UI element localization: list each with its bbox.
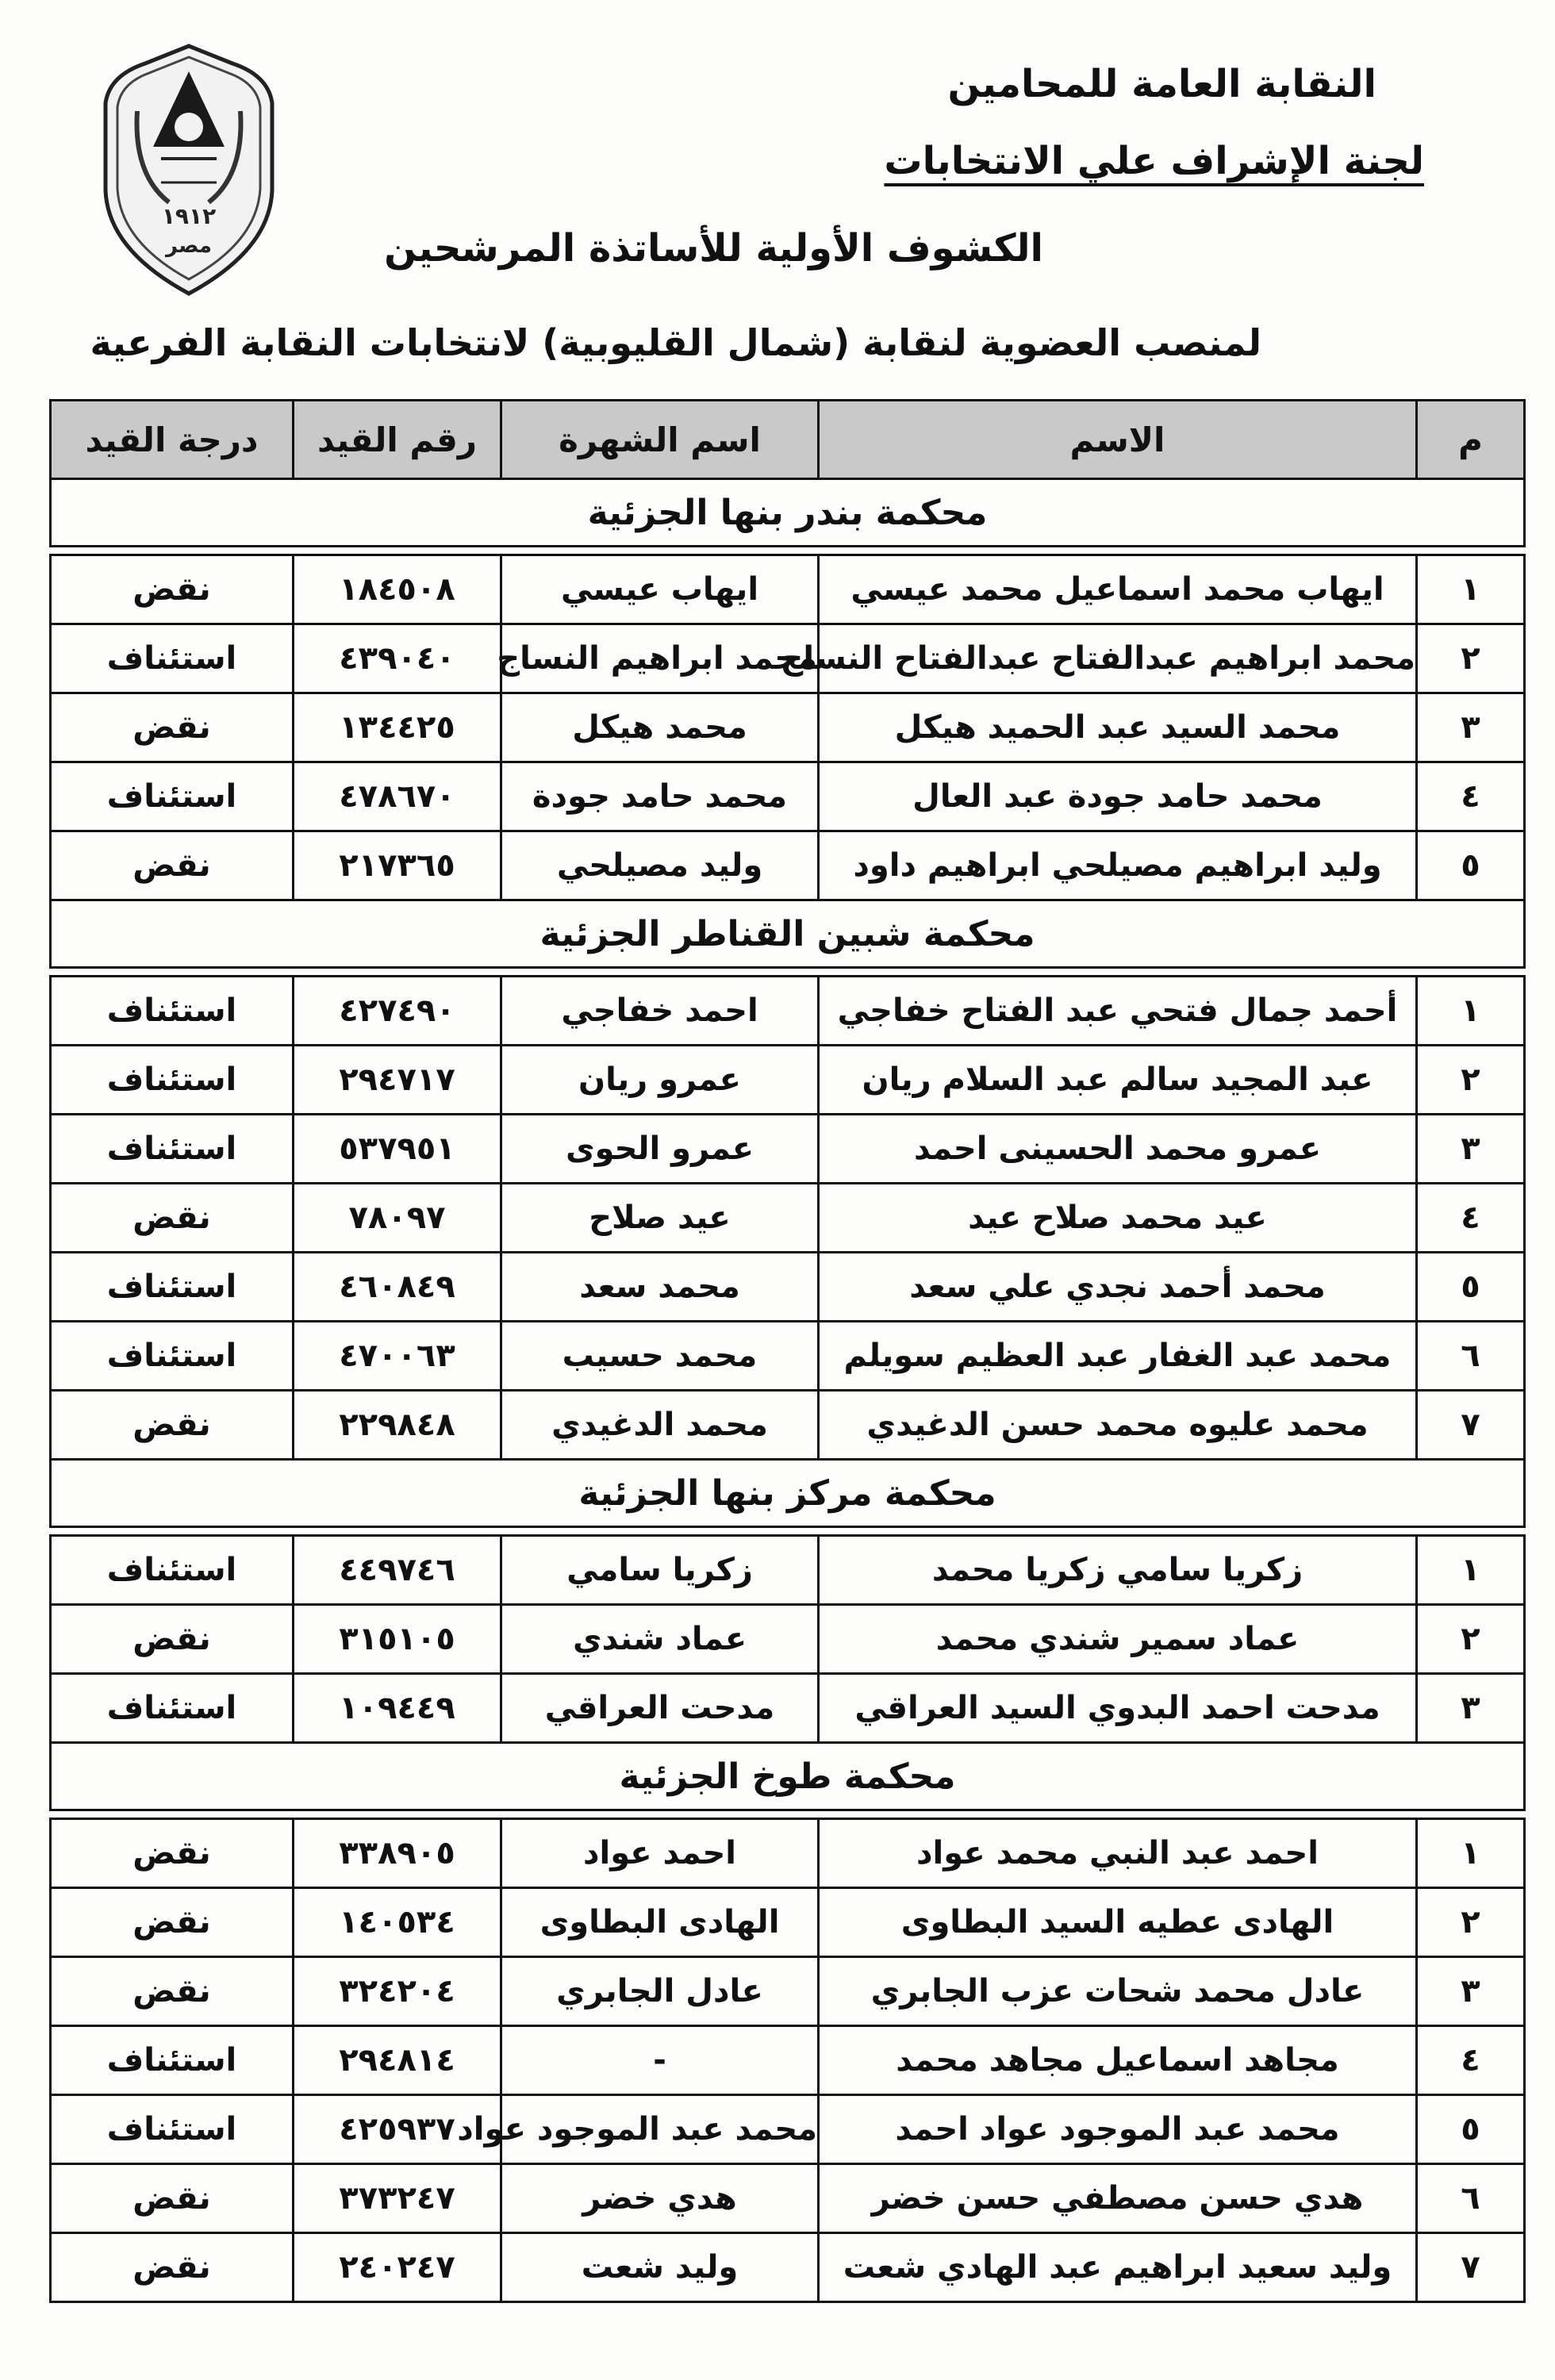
column-header-nickname: اسم الشهرة	[501, 401, 819, 479]
registration-grade: استئناف	[51, 1536, 294, 1605]
candidate-name: محمد عبد الموجود عواد احمد	[819, 2095, 1417, 2164]
row-index: ٤	[1417, 762, 1525, 831]
candidate-name: هدي حسن مصطفي حسن خضر	[819, 2164, 1417, 2233]
table-row	[51, 1605, 1525, 1674]
table-row	[51, 2095, 1525, 2164]
registration-number: ٤٢٥٩٣٧	[294, 2095, 501, 2164]
candidate-name: وليد ابراهيم مصيلحي ابراهيم داود	[819, 831, 1417, 900]
registration-grade: نقض	[51, 831, 294, 900]
registration-number: ٣٣٨٩٠٥	[294, 1819, 501, 1888]
registration-number: ١٣٤٤٢٥	[294, 693, 501, 762]
registration-grade: نقض	[51, 555, 294, 624]
registration-grade: استئناف	[51, 2095, 294, 2164]
section-spacer	[51, 968, 1525, 977]
table-row	[51, 624, 1525, 693]
registration-grade: استئناف	[51, 1046, 294, 1115]
registration-number: ٧٨٠٩٧	[294, 1184, 501, 1253]
row-index: ٧	[1417, 1391, 1525, 1460]
column-header-registration-number: رقم القيد	[294, 401, 501, 479]
section-spacer	[51, 1810, 1525, 1819]
court-name: محكمة بندر بنها الجزئية	[51, 479, 1525, 547]
candidate-name: مدحت احمد البدوي السيد العراقي	[819, 1674, 1417, 1743]
court-section-header	[51, 1743, 1525, 1810]
candidate-nickname: عادل الجابري	[501, 1957, 819, 2026]
candidate-nickname: -	[501, 2026, 819, 2095]
registration-grade: استئناف	[51, 1253, 294, 1322]
registration-number: ٢٩٤٨١٤	[294, 2026, 501, 2095]
document-title: الكشوف الأولية للأساتذة المرشحين	[384, 226, 1043, 271]
column-header-registration-grade: درجة القيد	[51, 401, 294, 479]
table-header-row	[51, 401, 1525, 479]
candidate-name: محمد عبد الغفار عبد العظيم سويلم	[819, 1322, 1417, 1391]
table-row	[51, 1957, 1525, 2026]
registration-number: ٤٦٠٨٤٩	[294, 1253, 501, 1322]
court-section-header	[51, 1460, 1525, 1527]
candidate-name: وليد سعيد ابراهيم عبد الهادي شعت	[819, 2233, 1417, 2302]
registration-grade: نقض	[51, 1605, 294, 1674]
candidate-name: محمد أحمد نجدي علي سعد	[819, 1253, 1417, 1322]
table-row	[51, 693, 1525, 762]
court-name: محكمة مركز بنها الجزئية	[51, 1460, 1525, 1527]
document-subtitle: لمنصب العضوية لنقابة (شمال القليوبية) لانتخابات النقابة الفرعية	[90, 321, 1261, 364]
table-row	[51, 977, 1525, 1046]
registration-grade: استئناف	[51, 1115, 294, 1184]
registration-grade: استئناف	[51, 624, 294, 693]
row-index: ٥	[1417, 1253, 1525, 1322]
candidate-nickname: الهادى البطاوى	[501, 1888, 819, 1957]
candidate-nickname: مدحت العراقي	[501, 1674, 819, 1743]
candidate-nickname: عمرو ريان	[501, 1046, 819, 1115]
registration-grade: نقض	[51, 693, 294, 762]
registration-grade: نقض	[51, 1819, 294, 1888]
row-index: ٢	[1417, 1605, 1525, 1674]
candidate-name: محمد عليوه محمد حسن الدغيدي	[819, 1391, 1417, 1460]
candidate-nickname: محمد الدغيدي	[501, 1391, 819, 1460]
registration-number: ٤٧٨٦٧٠	[294, 762, 501, 831]
registration-number: ٤٣٩٠٤٠	[294, 624, 501, 693]
candidate-nickname: وليد شعت	[501, 2233, 819, 2302]
registration-grade: نقض	[51, 1184, 294, 1253]
candidate-nickname: ايهاب عيسي	[501, 555, 819, 624]
candidate-nickname: محمد هيكل	[501, 693, 819, 762]
court-section-header	[51, 900, 1525, 968]
candidate-name: محمد السيد عبد الحميد هيكل	[819, 693, 1417, 762]
row-index: ٤	[1417, 1184, 1525, 1253]
registration-number: ٢٩٤٧١٧	[294, 1046, 501, 1115]
row-index: ١	[1417, 555, 1525, 624]
table-row	[51, 1888, 1525, 1957]
registration-grade: نقض	[51, 1888, 294, 1957]
registration-number: ٤٤٩٧٤٦	[294, 1536, 501, 1605]
table-row	[51, 831, 1525, 900]
syndicate-logo	[94, 40, 284, 301]
row-index: ٣	[1417, 1957, 1525, 2026]
registration-number: ١٨٤٥٠٨	[294, 555, 501, 624]
column-header-index: م	[1417, 401, 1525, 479]
row-index: ١	[1417, 977, 1525, 1046]
logo-year: ١٩١٢	[161, 203, 217, 229]
table-row	[51, 1674, 1525, 1743]
registration-number: ١٤٠٥٣٤	[294, 1888, 501, 1957]
registration-number: ١٠٩٤٤٩	[294, 1674, 501, 1743]
table-row	[51, 1391, 1525, 1460]
candidate-nickname: وليد مصيلحي	[501, 831, 819, 900]
registration-number: ٣٢٤٢٠٤	[294, 1957, 501, 2026]
registration-number: ٤٧٠٠٦٣	[294, 1322, 501, 1391]
candidate-nickname: عيد صلاح	[501, 1184, 819, 1253]
row-index: ٦	[1417, 1322, 1525, 1391]
candidate-name: عادل محمد شحات عزب الجابري	[819, 1957, 1417, 2026]
table-row	[51, 1046, 1525, 1115]
candidate-nickname: محمد حسيب	[501, 1322, 819, 1391]
registration-grade: استئناف	[51, 1674, 294, 1743]
row-index: ٣	[1417, 1674, 1525, 1743]
registration-number: ٢١٧٣٦٥	[294, 831, 501, 900]
court-name: محكمة طوخ الجزئية	[51, 1743, 1525, 1810]
registration-number: ٢٤٠٢٤٧	[294, 2233, 501, 2302]
candidate-nickname: محمد عبد الموجود عواد	[501, 2095, 819, 2164]
row-index: ٣	[1417, 1115, 1525, 1184]
candidate-nickname: احمد عواد	[501, 1819, 819, 1888]
court-section-header	[51, 479, 1525, 547]
registration-grade: نقض	[51, 1391, 294, 1460]
candidates-table	[49, 399, 1526, 2303]
table-row	[51, 1253, 1525, 1322]
candidate-name: أحمد جمال فتحي عبد الفتاح خفاجي	[819, 977, 1417, 1046]
organization-name: النقابة العامة للمحامين	[947, 62, 1376, 106]
candidate-nickname: احمد خفاجي	[501, 977, 819, 1046]
registration-grade: استئناف	[51, 977, 294, 1046]
table-row	[51, 762, 1525, 831]
table-row	[51, 1322, 1525, 1391]
section-spacer	[51, 547, 1525, 555]
candidate-nickname: عماد شندي	[501, 1605, 819, 1674]
row-index: ٣	[1417, 693, 1525, 762]
candidate-nickname: محمد ابراهيم النساج	[501, 624, 819, 693]
candidate-nickname: محمد حامد جودة	[501, 762, 819, 831]
table-row	[51, 555, 1525, 624]
row-index: ٥	[1417, 831, 1525, 900]
candidate-name: احمد عبد النبي محمد عواد	[819, 1819, 1417, 1888]
row-index: ٢	[1417, 624, 1525, 693]
row-index: ٤	[1417, 2026, 1525, 2095]
candidate-name: ايهاب محمد اسماعيل محمد عيسي	[819, 555, 1417, 624]
candidate-name: محمد حامد جودة عبد العال	[819, 762, 1417, 831]
table-row	[51, 2164, 1525, 2233]
row-index: ٦	[1417, 2164, 1525, 2233]
candidate-name: عمرو محمد الحسينى احمد	[819, 1115, 1417, 1184]
table-row	[51, 1536, 1525, 1605]
registration-grade: نقض	[51, 2233, 294, 2302]
candidate-nickname: هدي خضر	[501, 2164, 819, 2233]
section-spacer-cell	[51, 1810, 1525, 1819]
registration-number: ٣١٥١٠٥	[294, 1605, 501, 1674]
registration-number: ٣٧٣٢٤٧	[294, 2164, 501, 2233]
logo-place: مصر	[166, 234, 212, 258]
registration-grade: نقض	[51, 2164, 294, 2233]
candidate-name: الهادى عطيه السيد البطاوى	[819, 1888, 1417, 1957]
row-index: ٢	[1417, 1888, 1525, 1957]
registration-number: ٢٢٩٨٤٨	[294, 1391, 501, 1460]
section-spacer-cell	[51, 547, 1525, 555]
candidate-nickname: زكريا سامي	[501, 1536, 819, 1605]
column-header-name: الاسم	[819, 401, 1417, 479]
table-row	[51, 1115, 1525, 1184]
table-row	[51, 2026, 1525, 2095]
candidate-nickname: عمرو الحوى	[501, 1115, 819, 1184]
registration-number: ٥٣٧٩٥١	[294, 1115, 501, 1184]
section-spacer-cell	[51, 968, 1525, 977]
row-index: ٥	[1417, 2095, 1525, 2164]
candidate-name: عيد محمد صلاح عيد	[819, 1184, 1417, 1253]
table-row	[51, 2233, 1525, 2302]
registration-grade: استئناف	[51, 1322, 294, 1391]
registration-grade: استئناف	[51, 2026, 294, 2095]
row-index: ٢	[1417, 1046, 1525, 1115]
row-index: ١	[1417, 1536, 1525, 1605]
section-spacer-cell	[51, 1527, 1525, 1536]
candidate-name: عماد سمير شندي محمد	[819, 1605, 1417, 1674]
registration-number: ٤٢٧٤٩٠	[294, 977, 501, 1046]
registration-grade: نقض	[51, 1957, 294, 2026]
section-spacer	[51, 1527, 1525, 1536]
candidate-name: زكريا سامي زكريا محمد	[819, 1536, 1417, 1605]
row-index: ١	[1417, 1819, 1525, 1888]
committee-name: لجنة الإشراف علي الانتخابات	[884, 139, 1424, 183]
candidate-name: عبد المجيد سالم عبد السلام ريان	[819, 1046, 1417, 1115]
candidate-name: مجاهد اسماعيل مجاهد محمد	[819, 2026, 1417, 2095]
court-name: محكمة شبين القناطر الجزئية	[51, 900, 1525, 968]
row-index: ٧	[1417, 2233, 1525, 2302]
candidate-name: محمد ابراهيم عبدالفتاح عبدالفتاح النساج	[819, 624, 1417, 693]
table-row	[51, 1819, 1525, 1888]
candidate-nickname: محمد سعد	[501, 1253, 819, 1322]
table-row	[51, 1184, 1525, 1253]
registration-grade: استئناف	[51, 762, 294, 831]
